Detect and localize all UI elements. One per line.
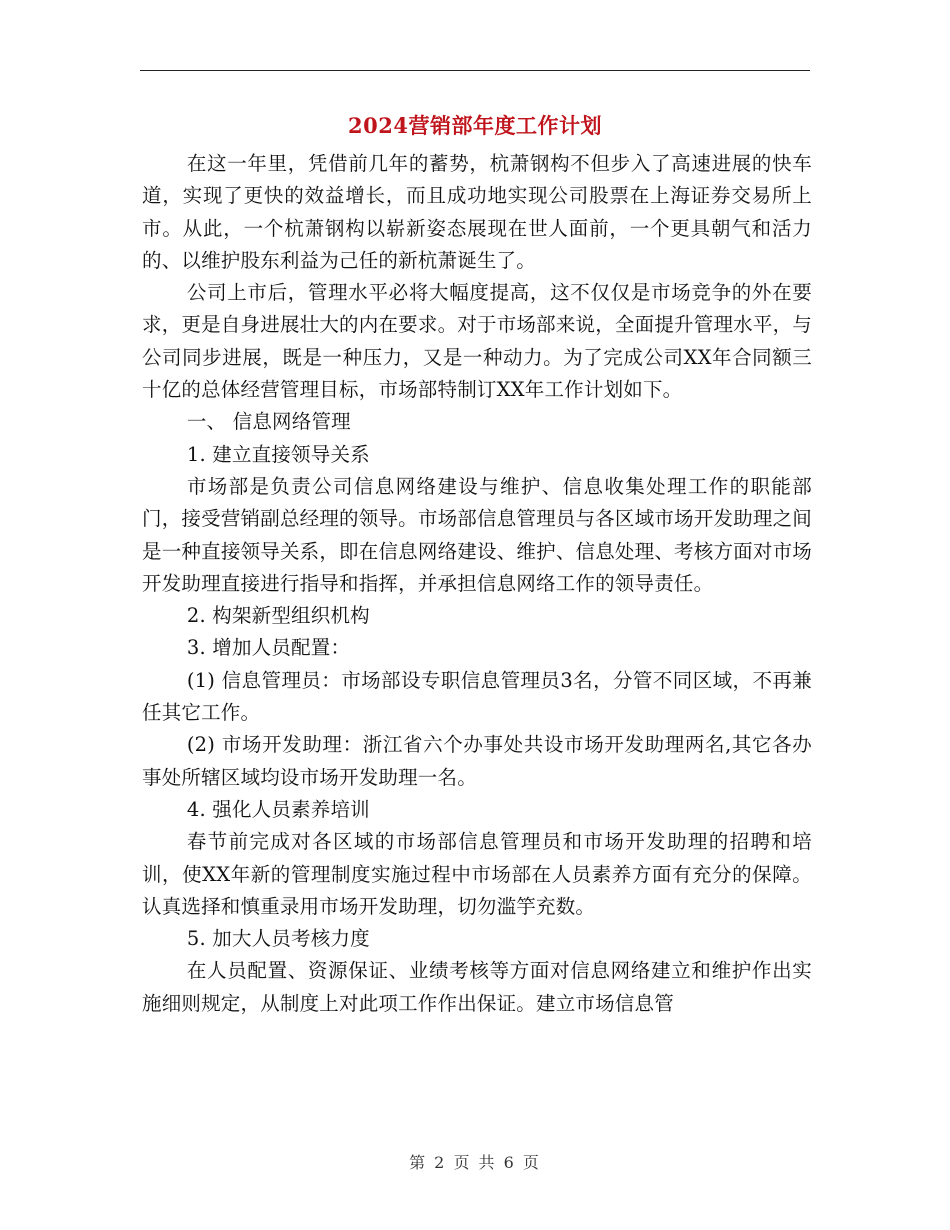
list-item-2: (2) 市场开发助理：浙江省六个办事处共设市场开发助理两名,其它各办事处所辖区域均设市场开发助理一名。: [142, 733, 812, 789]
document-body: [142, 148, 812, 1020]
list-item-1: (1) 信息管理员：市场部设专职信息管理员3名，分管不同区域，不再兼任其它工作。: [142, 668, 812, 725]
header-rule: [140, 70, 810, 71]
document-title: 2024营销部年度工作计划: [348, 113, 602, 138]
paragraph-assessment: 在人员配置、资源保证、业绩考核等方面对信息网络建立和维护作出实施细则规定，从制度上对此项工作作出保证。建立市场信息管: [142, 959, 812, 1015]
subheading-3: 3. 增加人员配置：: [186, 636, 351, 660]
subheading-4: 4. 强化人员素养培训: [186, 797, 370, 821]
paragraph-leadership: 市场部是负责公司信息网络建设与维护、信息收集处理工作的职能部门，接受营销副总经理的领导。市场部信息管理员与各区域市场开发助理之间是一种直接领导关系，即在信息网络建设、维护、信息处理、考核方面对市场开发助理直接进行指导和指挥，并承担信息网络工作的领导责任。: [142, 474, 812, 595]
paragraph-goal: 公司上市后，管理水平必将大幅度提高，这不仅仅是市场竞争的外在要求，更是自身进展壮大的内在要求。对于市场部来说，全面提升管理水平，与公司同步进展，既是一种压力，又是一种动力。为了完成公司XX年合同额三十亿的总体经营管理目标，市场部特制订XX年工作计划如下。: [142, 281, 812, 402]
section-heading-1: 一、 信息网络管理: [186, 410, 351, 434]
subheading-1: 1. 建立直接领导关系: [186, 442, 370, 466]
paragraph-intro: 在这一年里，凭借前几年的蓄势，杭萧钢构不但步入了高速进展的快车道，实现了更快的效益增长，而且成功地实现公司股票在上海证券交易所上市。从此，一个杭萧钢构以崭新姿态展现在世人面前，一个更具朝气和活力的、以维护股东利益为己任的新杭萧诞生了。: [142, 152, 812, 272]
page-number: 第 2 页 共 6 页: [409, 1153, 541, 1172]
subheading-5: 5. 加大人员考核力度: [186, 927, 370, 951]
paragraph-training: 春节前完成对各区域的市场部信息管理员和市场开发助理的招聘和培训，使XX年新的管理制度实施过程中市场部在人员素养方面有充分的保障。认真选择和慎重录用市场开发助理，切勿滥竽充数。: [142, 830, 812, 918]
subheading-2: 2. 构架新型组织机构: [186, 604, 370, 628]
